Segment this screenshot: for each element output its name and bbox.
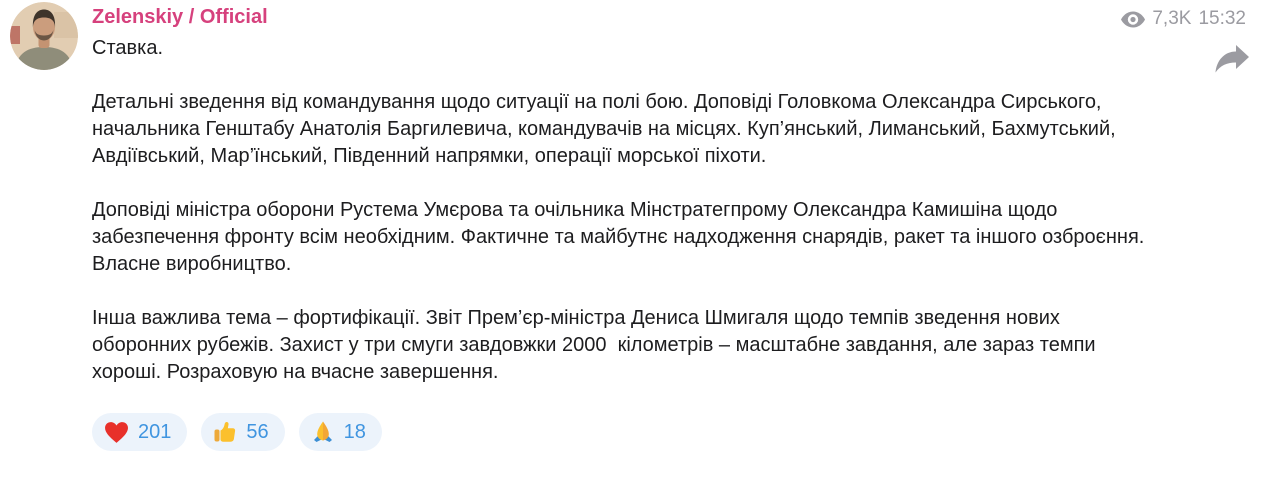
reaction-heart-button[interactable]: [92, 413, 187, 451]
reaction-count: 201: [138, 420, 172, 443]
thumbs-up-icon: [213, 420, 237, 444]
folded-hands-icon: [311, 420, 335, 444]
message-body: [92, 35, 1164, 386]
avatar-portrait: [10, 2, 78, 70]
channel-name[interactable]: Zelenskiy / Official: [92, 6, 268, 28]
timestamp: 15:32: [1198, 8, 1246, 29]
avatar[interactable]: [10, 2, 78, 70]
message-paragraph: Інша важлива тема – фортифікації. Звіт Прем’єр-міністра Дениса Шмигаля щодо темпів зведення нових оборонних рубежів. Захист у три смуги завдовжки 2000 кілометрів – масштабне завдання, але зараз темпи хороші. Розраховую на вчасне завершення.: [92, 307, 1102, 383]
message-paragraph: Ставка.: [92, 37, 163, 59]
reaction-folded-hands-button[interactable]: [299, 413, 382, 451]
red-heart-icon: [104, 421, 129, 444]
message-paragraph: Детальні зведення від командування щодо ситуації на полі бою. Доповіді Головкома Олександра Сирського, начальника Генштабу Анатолія Баргилевича, командувачів на місцях. Куп’янський, Лиманський, Бахмутський, Авдіївський, Мар’їнський, Південний напрямки, операції морської піхоти.: [92, 91, 1122, 167]
post-content: [92, 4, 1164, 451]
views-count: 7,3K: [1152, 8, 1192, 29]
reaction-thumbs-up-button[interactable]: [201, 413, 284, 451]
message-paragraph: Доповіді міністра оборони Рустема Умєрова та очільника Мінстратегпрому Олександра Камишіна щодо забезпечення фронту всім необхідним. Фактичне та майбутнє надходження снарядів, ракет та іншого озброєння. Власне виробництво.: [92, 199, 1150, 275]
reaction-count: 18: [343, 420, 366, 443]
reaction-count: 56: [246, 420, 269, 443]
forward-arrow-icon[interactable]: [1214, 44, 1250, 74]
reactions-row: [92, 413, 1164, 451]
